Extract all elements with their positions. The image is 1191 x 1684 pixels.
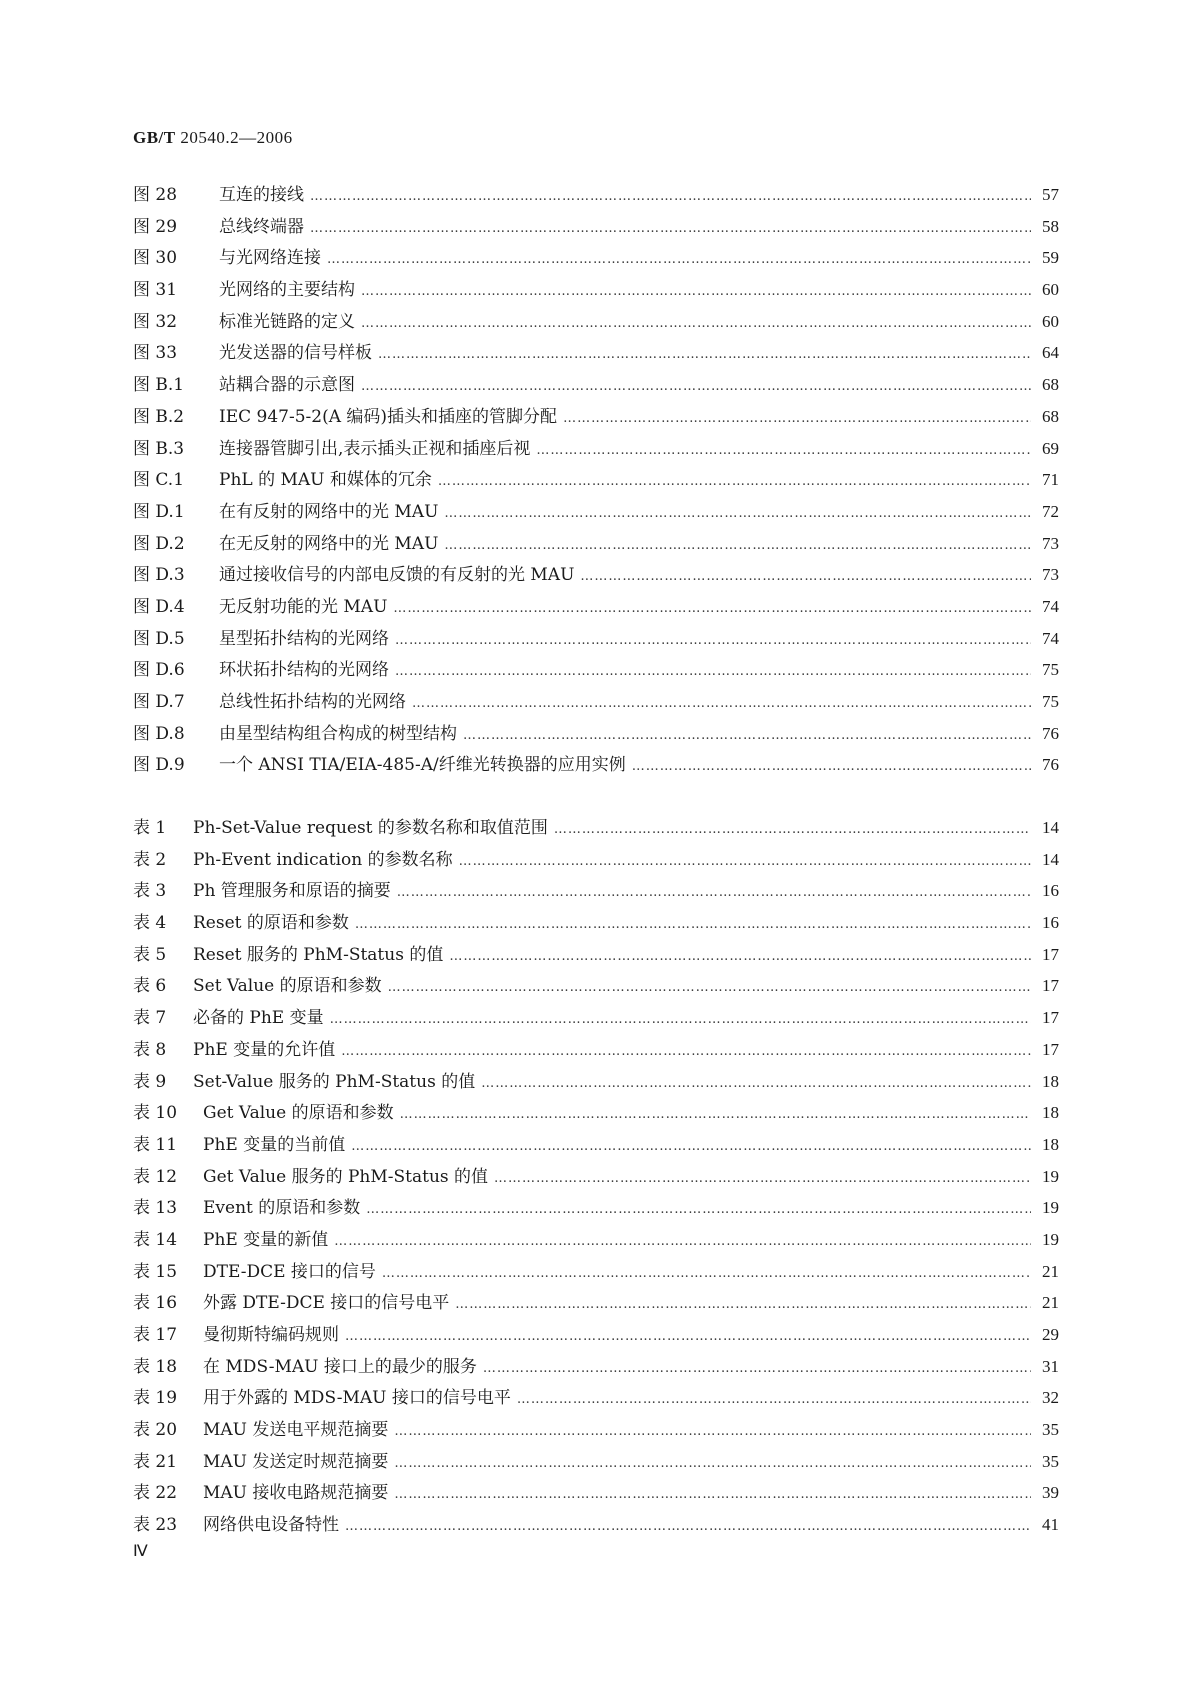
figure-entry-title: 总线性拓扑结构的光网络 [219,692,406,712]
figure-entry-number: 图 D.9 [133,755,185,776]
figure-entry[interactable] [133,655,1059,687]
table-entry-number: 表 8 [133,1039,167,1060]
dot-leader [393,601,1031,616]
figure-entry[interactable] [133,592,1059,624]
dot-leader [483,1361,1031,1376]
table-entry-page-number: 35 [1042,1451,1059,1471]
table-entry[interactable] [133,1415,1059,1447]
dot-leader [394,1487,1031,1502]
figure-entry-number: 图 D.8 [133,723,185,744]
figure-entry-number: 图 32 [133,311,178,332]
dot-leader [632,759,1031,774]
figure-entry-title: 总线终端器 [219,216,304,237]
figure-entry-title: 光发送器的信号样板 [219,343,372,364]
figure-entry[interactable] [133,434,1059,466]
page-folio: Ⅳ [133,1543,148,1560]
dot-leader [361,379,1031,394]
dot-leader [366,1202,1031,1217]
figure-entry[interactable] [133,212,1059,244]
table-entry-title: Ph-Event indication 的参数名称 [193,849,453,870]
figure-entry-page-number: 74 [1042,596,1059,616]
figure-entry-title: 在有反射的网络中的光 MAU [219,501,439,522]
figure-entry-number: 图 B.2 [133,406,185,427]
figure-entry-page-number: 76 [1042,755,1059,775]
figure-entry[interactable] [133,750,1059,782]
table-entry-page-number: 35 [1042,1420,1059,1440]
figure-entry-page-number: 72 [1042,501,1059,521]
table-entry-page-number: 14 [1042,849,1059,869]
dot-leader [330,1012,1031,1027]
table-entry-title: Set Value 的原语和参数 [193,976,382,997]
dot-leader [563,411,1031,426]
figure-entry-title: 由星型结构组合构成的树型结构 [219,723,457,744]
table-entry-title: 网络供电设备特性 [203,1515,339,1536]
figure-entry-page-number: 68 [1042,375,1059,395]
dot-leader [536,443,1031,458]
dot-leader [395,633,1031,648]
figure-entry-title: 通过接收信号的内部电反馈的有反射的光 MAU [219,565,575,586]
figure-entry[interactable] [133,402,1059,434]
dot-leader [481,1076,1031,1091]
dot-leader [341,1044,1031,1059]
table-entry-page-number: 16 [1042,913,1059,933]
table-entry-title: Ph-Set-Value request 的参数名称和取值范围 [193,818,548,838]
dot-leader [382,1266,1031,1281]
table-entry-page-number: 19 [1042,1166,1059,1186]
dot-leader [361,316,1031,331]
table-entry[interactable] [133,1003,1059,1035]
table-entry[interactable] [133,1447,1059,1479]
dot-leader [400,1107,1031,1122]
table-entry-title: MAU 发送电平规范摘要 [203,1420,389,1441]
figure-entry-page-number: 75 [1042,660,1059,680]
dot-leader [361,284,1031,299]
table-entry[interactable] [133,940,1059,972]
table-entry[interactable] [133,1067,1059,1099]
figure-entry-number: 图 D.2 [133,533,185,554]
table-entry-title: MAU 发送定时规范摘要 [203,1451,389,1472]
figure-entry-number: 图 D.5 [133,628,185,649]
table-entry-page-number: 41 [1042,1515,1059,1535]
table-entry-title: Reset 的原语和参数 [193,913,349,934]
table-entry[interactable] [133,1098,1059,1130]
table-entry-number: 表 15 [133,1261,178,1282]
table-entry-title: 必备的 PhE 变量 [193,1008,324,1029]
table-list [133,813,1059,1542]
table-entry-number: 表 9 [133,1071,167,1092]
figure-entry-number: 图 C.1 [133,470,185,491]
table-entry-page-number: 18 [1042,1103,1059,1123]
table-entry-number: 表 20 [133,1420,178,1441]
table-entry-page-number: 18 [1042,1134,1059,1154]
figure-entry-page-number: 75 [1042,692,1059,711]
figure-entry[interactable] [133,275,1059,307]
dot-leader [355,917,1031,932]
table-entry-number: 表 17 [133,1325,178,1345]
figure-entry-title: 无反射功能的光 MAU [219,596,388,617]
dot-leader [345,1519,1031,1534]
dot-leader [345,1329,1031,1344]
table-entry-page-number: 19 [1042,1229,1059,1249]
figure-list [133,180,1059,782]
table-entry-number: 表 13 [133,1198,178,1219]
figure-entry[interactable] [133,529,1059,561]
figure-entry-number: 图 B.1 [133,375,185,396]
table-entry-page-number: 19 [1042,1198,1059,1218]
dot-leader [394,1424,1031,1439]
figure-entry-number: 图 D.3 [133,565,185,586]
table-entry-title: Ph 管理服务和原语的摘要 [193,881,391,902]
table-entry-number: 表 5 [133,944,167,965]
table-entry-number: 表 3 [133,881,167,902]
figure-entry-page-number: 59 [1042,248,1059,268]
dot-leader [494,1171,1031,1186]
dot-leader [580,569,1031,584]
figure-entry[interactable] [133,624,1059,656]
table-entry-title: Event 的原语和参数 [203,1198,361,1219]
dot-leader [455,1297,1031,1312]
figure-entry-number: 图 28 [133,185,178,205]
figure-entry[interactable] [133,560,1059,592]
table-entry-title: MAU 接收电路规范摘要 [203,1483,389,1504]
table-entry-number: 表 18 [133,1356,178,1377]
dot-leader [517,1392,1031,1407]
figure-entry-number: 图 D.6 [133,660,185,681]
figure-entry[interactable] [133,465,1059,497]
table-entry[interactable] [133,1352,1059,1384]
figure-entry-title: 站耦合器的示意图 [219,375,355,396]
figure-entry-title: 星型拓扑结构的光网络 [219,628,389,649]
dot-leader [444,538,1031,553]
figure-entry-page-number: 69 [1042,438,1059,458]
table-entry[interactable] [133,1193,1059,1225]
figure-entry[interactable] [133,338,1059,370]
table-entry-page-number: 39 [1042,1483,1059,1503]
dot-leader [444,506,1031,521]
dot-leader [388,980,1031,995]
figure-entry-title: 在无反射的网络中的光 MAU [219,533,439,554]
figure-entry-page-number: 73 [1042,565,1059,585]
table-entry-number: 表 1 [133,818,167,838]
figure-entry-number: 图 30 [133,248,178,269]
table-entry-number: 表 12 [133,1166,178,1187]
dot-leader [459,854,1031,869]
dot-leader [327,252,1031,267]
standard-number: 20540.2—2006 [180,128,293,147]
figure-entry-title: 光网络的主要结构 [219,280,355,301]
figure-entry-page-number: 57 [1042,185,1059,204]
figure-entry-page-number: 60 [1042,311,1059,331]
figure-entry-page-number: 64 [1042,343,1059,363]
table-entry[interactable] [133,1130,1059,1162]
table-entry[interactable] [133,1510,1059,1542]
table-entry[interactable] [133,1257,1059,1289]
dot-leader [412,696,1031,711]
table-entry-page-number: 17 [1042,944,1059,964]
dot-leader [395,664,1031,679]
table-entry-title: 外露 DTE-DCE 接口的信号电平 [203,1293,450,1314]
dot-leader [463,728,1031,743]
figure-entry-title: 环状拓扑结构的光网络 [219,660,389,681]
dot-leader [394,1456,1031,1471]
dot-leader [397,885,1031,900]
figure-entry-title: 连接器管脚引出,表示插头正视和插座后视 [219,438,531,459]
table-entry-page-number: 21 [1042,1261,1059,1281]
dot-leader [334,1234,1031,1249]
table-entry-title: PhE 变量的新值 [203,1229,329,1250]
figure-entry[interactable] [133,497,1059,529]
dot-leader [351,1139,1031,1154]
table-entry-title: Get Value 的原语和参数 [203,1103,394,1124]
table-entry-number: 表 2 [133,849,167,870]
table-entry-title: Get Value 服务的 PhM-Status 的值 [203,1166,489,1187]
table-entry-number: 表 4 [133,913,167,934]
table-entry-number: 表 22 [133,1483,178,1504]
figure-entry-number: 图 B.3 [133,438,185,459]
figure-entry-page-number: 60 [1042,280,1059,300]
table-entry[interactable] [133,1383,1059,1415]
dot-leader [378,347,1031,362]
table-entry-title: 用于外露的 MDS-MAU 接口的信号电平 [203,1388,511,1409]
table-entry-page-number: 32 [1042,1388,1059,1408]
figure-entry-number: 图 29 [133,216,178,237]
table-entry-page-number: 21 [1042,1293,1059,1313]
table-entry[interactable] [133,1162,1059,1194]
table-entry[interactable] [133,813,1059,845]
table-entry[interactable] [133,1478,1059,1510]
figure-entry-page-number: 73 [1042,533,1059,553]
figure-entry[interactable] [133,243,1059,275]
figure-entry-page-number: 68 [1042,406,1059,426]
dot-leader [310,189,1031,204]
table-entry-number: 表 6 [133,976,167,997]
table-entry-page-number: 31 [1042,1356,1059,1376]
table-entry-number: 表 21 [133,1451,178,1472]
figure-entry-number: 图 D.4 [133,596,185,617]
table-entry-number: 表 23 [133,1515,178,1536]
figure-entry-title: 互连的接线 [219,185,304,205]
dot-leader [554,822,1031,837]
table-entry-page-number: 17 [1042,976,1059,996]
dot-leader [310,221,1031,236]
table-entry-page-number: 17 [1042,1008,1059,1028]
figure-entry-title: 标准光链路的定义 [219,311,355,332]
table-entry-number: 表 11 [133,1134,178,1155]
table-entry-page-number: 14 [1042,818,1059,837]
figure-entry-number: 图 33 [133,343,178,364]
table-entry[interactable] [133,1225,1059,1257]
table-entry-number: 表 14 [133,1229,178,1250]
table-entry[interactable] [133,1320,1059,1352]
table-entry[interactable] [133,971,1059,1003]
table-entry[interactable] [133,1035,1059,1067]
dot-leader [449,949,1031,964]
table-entry[interactable] [133,1288,1059,1320]
table-entry-title: DTE-DCE 接口的信号 [203,1261,376,1282]
figure-entry-page-number: 71 [1042,470,1059,490]
table-entry-title: 在 MDS-MAU 接口上的最少的服务 [203,1356,477,1377]
standard-number-header [133,128,293,148]
table-entry[interactable] [133,908,1059,940]
figure-entry-title: IEC 947-5-2(A 编码)插头和插座的管脚分配 [219,406,558,427]
figure-entry-number: 图 D.1 [133,501,185,522]
figure-entry-page-number: 74 [1042,628,1059,648]
table-entry-title: PhE 变量的允许值 [193,1039,336,1060]
figure-entry-title: 与光网络连接 [219,248,321,269]
table-entry-number: 表 7 [133,1008,167,1029]
table-entry-page-number: 16 [1042,881,1059,901]
figure-entry-number: 图 31 [133,280,178,301]
figure-entry[interactable] [133,307,1059,339]
figure-entry[interactable] [133,370,1059,402]
figure-entry-page-number: 58 [1042,216,1059,236]
table-entry[interactable] [133,876,1059,908]
table-entry-title: Set-Value 服务的 PhM-Status 的值 [193,1071,476,1092]
table-entry-title: PhE 变量的当前值 [203,1134,346,1155]
table-entry-number: 表 19 [133,1388,178,1409]
table-entry-number: 表 10 [133,1103,178,1124]
figure-entry-title: PhL 的 MAU 和媒体的冗余 [219,470,432,491]
figure-entry[interactable] [133,687,1059,719]
standard-prefix: GB/T [133,128,176,147]
table-entry-page-number: 17 [1042,1039,1059,1059]
table-entry-page-number: 18 [1042,1071,1059,1091]
figure-entry[interactable] [133,719,1059,751]
table-entry-title: Reset 服务的 PhM-Status 的值 [193,944,444,965]
table-entry-title: 曼彻斯特编码规则 [203,1325,339,1345]
figure-entry[interactable] [133,180,1059,212]
figure-entry-title: 一个 ANSI TIA/EIA-485-A/纤维光转换器的应用实例 [219,755,626,776]
figure-entry-page-number: 76 [1042,723,1059,743]
table-entry-number: 表 16 [133,1293,178,1314]
figure-entry-number: 图 D.7 [133,692,185,712]
table-entry[interactable] [133,845,1059,877]
dot-leader [438,474,1031,489]
table-entry-page-number: 29 [1042,1325,1059,1344]
